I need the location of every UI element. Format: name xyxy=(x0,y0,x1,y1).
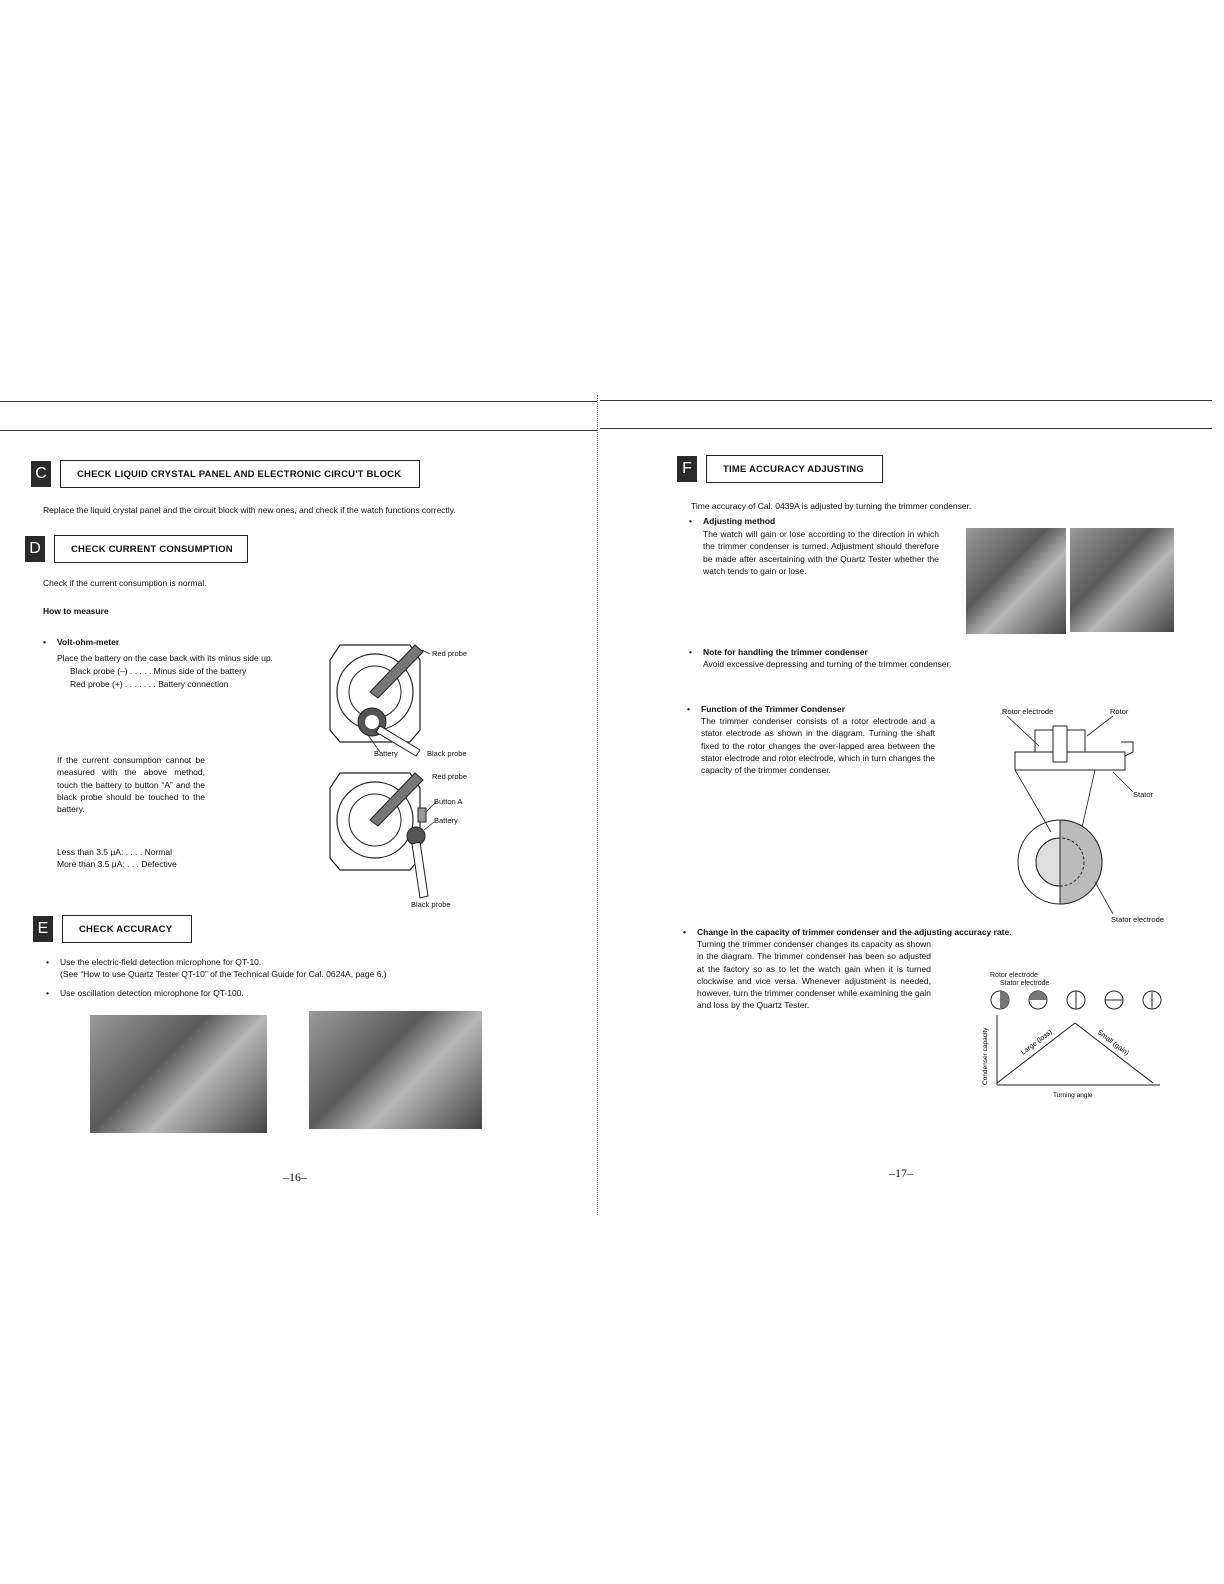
adjusting-method-text: The watch will gain or lose according to the direction in which the trimmer condenser is turned. Adjustment should therefore be made after ascertaining with the Quartz Tester whether the watch tends to gain or lose. xyxy=(703,529,939,576)
fig1-battery-label: Battery xyxy=(374,749,398,758)
battery-center xyxy=(365,715,379,729)
fig2-battery-label: Battery xyxy=(434,816,458,825)
section-c-header xyxy=(35,460,420,488)
stator-electrode-hatch xyxy=(1060,820,1102,904)
fig-rotor-label: Rotor xyxy=(1110,707,1129,716)
x-axis-label: Turning angle xyxy=(1053,1092,1093,1099)
condenser-base xyxy=(1015,752,1125,770)
page-number-16: –16– xyxy=(283,1170,307,1184)
volt-line-1: Place the battery on the case back with its minus side up. xyxy=(57,653,273,663)
section-d-title: CHECK CURRENT CONSUMPTION xyxy=(71,543,233,555)
y-axis-label: Condenser capacity xyxy=(982,1027,989,1085)
battery-shape-2 xyxy=(407,827,425,845)
section-e-bullet-2: • Use oscillation detection microphone for QT-100. xyxy=(60,987,244,999)
fig2-button-a-label: Button A xyxy=(434,797,463,806)
second-rule-right xyxy=(600,428,1212,429)
fig-stator-electrode-label: Stator electrode xyxy=(1111,915,1164,924)
qt100-microphone-photo xyxy=(309,1011,482,1129)
fig2-black-probe-label: Black probe xyxy=(411,900,451,909)
black-probe-shape-2 xyxy=(412,842,428,898)
adjusting-method-heading: • Adjusting method xyxy=(703,515,775,527)
volt-ohm-meter-heading: • Volt-ohm-meter xyxy=(57,636,119,648)
section-c-title: CHECK LIQUID CRYSTAL PANEL AND ELECTRONIC CIRCU'T BLOCK xyxy=(77,468,402,480)
function-text: The trimmer condenser consists of a rotor electrode and a stator electrode as shown in the diagram. Turning the shaft fixed to the rotor changes the over-lapped area between the stator electrode and rotor electrode, which in turn changes the capacity of the trimmer condenser. xyxy=(701,716,935,776)
volt-line-2: Black probe (–) . . . . . Minus side of the battery xyxy=(70,666,247,676)
section-e-header xyxy=(37,915,192,943)
top-rule-right xyxy=(600,400,1212,401)
graph-rotor-electrode-label: Rotor electrode xyxy=(990,972,1038,979)
function-heading: • Function of the Trimmer Condenser xyxy=(701,703,845,715)
volt-line-3: Red probe (+) . . . . . . . Battery connection xyxy=(70,679,229,689)
fig-rotor-electrode-label: Rotor electrode xyxy=(1002,707,1054,716)
graph-stator-electrode-label: Stator electrode xyxy=(1000,980,1050,987)
section-d-letter: D xyxy=(25,536,45,562)
section-e-title: CHECK ACCURACY xyxy=(79,923,173,935)
trimmer-adjust-photo-1 xyxy=(966,528,1066,634)
fig2-red-probe-label: Red probe xyxy=(432,772,468,781)
fig1-red-probe-label: Red probe xyxy=(432,649,468,658)
section-c-letter: C xyxy=(31,461,51,487)
second-rule-left xyxy=(0,430,597,431)
position-icon-2-fill xyxy=(1029,991,1047,1000)
rotor-electrode-hatch xyxy=(1036,838,1060,886)
section-e-bullet-1-ref: (See “How to use Quartz Tester QT-10” of the Technical Guide for Cal. 0624A, page 6.) xyxy=(60,969,387,979)
fig1-black-probe-label: Black probe xyxy=(427,749,467,758)
alternate-method-text: If the current consumption cannot be measured with the above method, touch the battery to button “A” and the black probe should be touched to the battery. xyxy=(57,755,205,815)
large-loss-label: Large (loss) xyxy=(1019,1028,1054,1057)
section-d-intro: Check if the current consumption is normal. xyxy=(43,578,207,588)
how-to-measure-heading: How to measure xyxy=(43,606,109,616)
stator-electrode-leader xyxy=(1095,882,1113,914)
change-capacity-heading: • Change in the capacity of trimmer condenser and the adjusting accuracy rate. xyxy=(697,926,1012,938)
button-a-shape xyxy=(418,808,426,822)
small-gain-label: Small (gain) xyxy=(1095,1029,1130,1058)
section-c-text: Replace the liquid crystal panel and the circuit block with new ones, and check if the watch functions correctly. xyxy=(43,505,456,515)
change-capacity-text: Turning the trimmer condenser changes its capacity as shown in the diagram. The trimmer condenser has been so adjusted at the factory so as to let the watch gain when it is turned clockwise and vice versa. Whenever adjustment is needed, however, turn the trimmer condenser while examining the gain and loss by the Quartz Tester. xyxy=(697,939,931,1011)
rotor-electrode-leader xyxy=(1007,716,1039,746)
projection-line-right xyxy=(1081,770,1095,832)
section-e-bullet-1: • Use the electric-field detection microphone for QT-10. xyxy=(60,956,261,968)
rotor-leader xyxy=(1087,716,1113,736)
red-probe-shape xyxy=(370,645,423,698)
stator-terminal xyxy=(1121,742,1133,756)
note-handling-text: Avoid excessive depressing and turning of the trimmer condenser. xyxy=(703,659,952,669)
qt10-microphone-photo xyxy=(90,1015,267,1133)
rotor-slot xyxy=(1053,726,1067,762)
note-handling-heading: • Note for handling the trimmer condenser xyxy=(703,646,868,658)
section-e-letter: E xyxy=(33,916,53,942)
capacity-graph xyxy=(975,975,1175,1100)
section-f-header xyxy=(682,455,883,483)
section-f-title: TIME ACCURACY ADJUSTING xyxy=(723,463,864,475)
section-d-header xyxy=(29,535,248,563)
more-than-defective: More than 3.5 μA: . . . Defective xyxy=(57,859,177,869)
trimmer-adjust-photo-2 xyxy=(1070,528,1174,632)
less-than-normal: Less than 3.5 μA: . . . . Normal xyxy=(57,847,172,857)
section-f-letter: F xyxy=(677,456,697,482)
center-fold-line xyxy=(597,395,598,1215)
stator-leader xyxy=(1113,772,1133,792)
trimmer-condenser-diagram xyxy=(995,712,1175,922)
fig-stator-label: Stator xyxy=(1133,790,1154,799)
position-icon-1-fill xyxy=(1000,991,1009,1009)
electrode-position-icons xyxy=(991,991,1161,1009)
battery-measure-figure-2 xyxy=(320,768,480,908)
section-f-intro: Time accuracy of Cal. 0439A is adjusted by turning the trimmer condenser. xyxy=(691,501,972,511)
top-rule-left xyxy=(0,401,597,402)
page-number-17: –17– xyxy=(889,1166,913,1180)
red-probe-shape-2 xyxy=(370,773,423,826)
battery-leader-2 xyxy=(424,822,434,830)
